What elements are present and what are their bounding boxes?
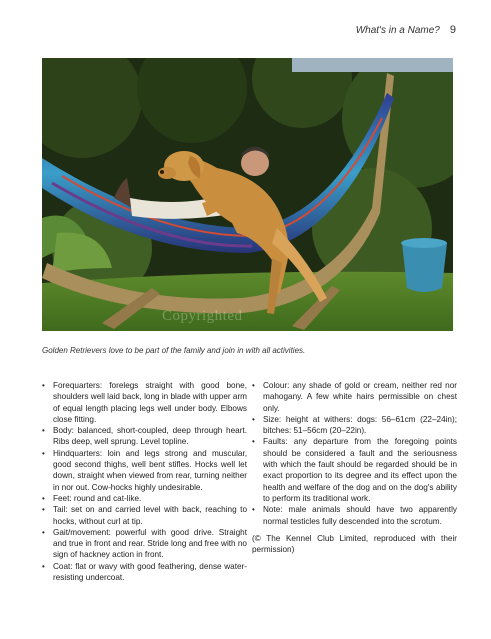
- list-item: • Feet: round and cat-like.: [42, 493, 247, 504]
- photo-golden-retriever-hammock: [42, 58, 453, 331]
- list-item: • Coat: flat or wavy with good feathering, dense water-resisting undercoat.: [42, 561, 247, 584]
- list-item: • Tail: set on and carried level with back, reaching to hocks, without curl at tip.: [42, 504, 247, 527]
- list-item: • Body: balanced, short-coupled, deep through heart. Ribs deep, well sprung. Level topline.: [42, 425, 247, 448]
- list-item: • Hindquarters: loin and legs strong and muscular, good second thighs, well bent stifles. Hocks well let down, straight when viewed from rear, turning neither in nor out. Cow-hocks highly undesirable.: [42, 448, 247, 493]
- list-item: • Forequarters: forelegs straight with good bone, shoulders well laid back, long in blade with upper arm of equal length placing legs well under body. Elbows close fitting.: [42, 380, 247, 425]
- right-column: [252, 380, 457, 555]
- watermark-text: Copyrighted: [162, 308, 243, 324]
- list-item: • Gait/movement: powerful with good drive. Straight and true in front and rear. Stride long and free with no sign of hackney action in front.: [42, 527, 247, 561]
- copyright-credit: (© The Kennel Club Limited, reproduced with their permission): [252, 533, 457, 555]
- chapter-title: What's in a Name?: [355, 25, 440, 36]
- left-column: [42, 380, 247, 583]
- photo-illustration: [42, 58, 453, 331]
- figure-caption: Golden Retrievers love to be part of the family and join in with all activities.: [42, 346, 306, 355]
- list-item: • Faults: any departure from the foregoing points should be considered a fault and the seriousness with which the fault should be regarded should be in exact proportion to its degree and its effect upon the health and welfare of the dog and on the dog's ability to perform its traditional work.: [252, 436, 457, 504]
- list-item: • Colour: any shade of gold or cream, neither red nor mahogany. A few white hairs permissible on chest only.: [252, 380, 457, 414]
- list-item: • Note: male animals should have two apparently normal testicles fully descended into the scrotum.: [252, 504, 457, 527]
- running-header: [356, 24, 456, 36]
- list-item: • Size: height at withers: dogs: 56–61cm (22–24in); bitches: 51–56cm (20–22in).: [252, 414, 457, 437]
- page-number: 9: [449, 24, 456, 36]
